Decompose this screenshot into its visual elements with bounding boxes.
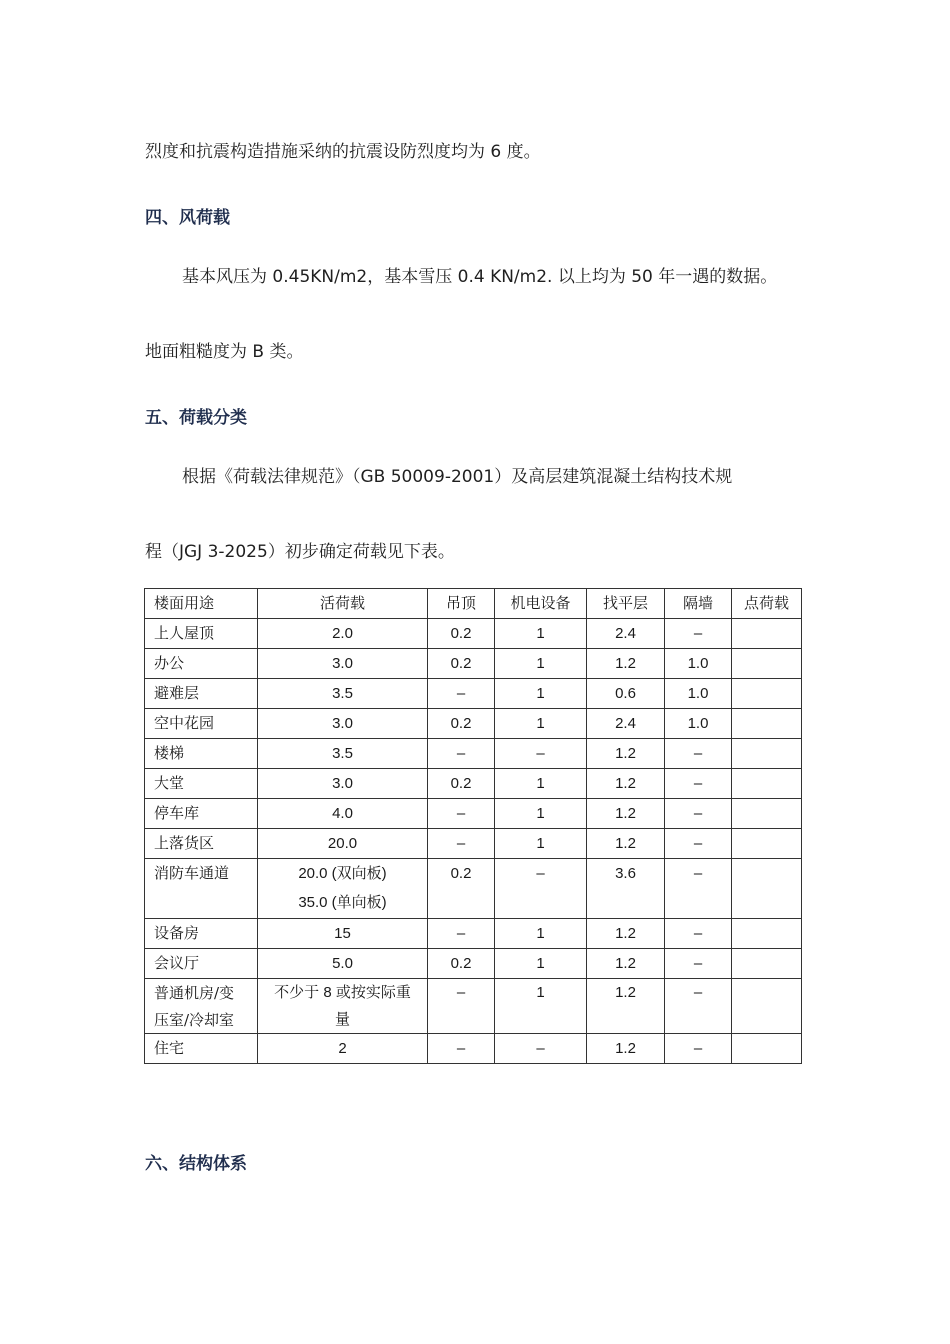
table-cell: –: [428, 739, 495, 769]
header-cell: 楼面用途: [145, 589, 258, 619]
table-cell: 5.0: [258, 949, 428, 979]
table-cell: 2.0: [258, 619, 428, 649]
table-row: [145, 979, 802, 1034]
table-cell: [665, 859, 732, 919]
table-cell: 1.2: [587, 829, 665, 859]
table-cell: –: [428, 919, 495, 949]
table-cell: [145, 859, 258, 919]
table-cell: 1: [495, 619, 587, 649]
table-cell: 1.0: [665, 649, 732, 679]
table-row: [145, 649, 802, 679]
cell-text: 20.0 (双向板): [298, 865, 387, 882]
table-cell: [732, 829, 802, 859]
table-row: [145, 709, 802, 739]
table-cell: –: [428, 829, 495, 859]
table-cell: 楼梯: [145, 739, 258, 769]
table-cell: 1: [495, 799, 587, 829]
table-cell: [587, 979, 665, 1034]
table-cell: 20.0: [258, 829, 428, 859]
cell-text: [732, 979, 801, 980]
header-cell: 找平层: [587, 589, 665, 619]
table-cell: 1.0: [665, 679, 732, 709]
header-cell: 隔墙: [665, 589, 732, 619]
table-row: [145, 919, 802, 949]
cell-text: 0.2: [450, 865, 472, 882]
table-cell: 0.2: [428, 769, 495, 799]
table-cell: 上人屋顶: [145, 619, 258, 649]
table-cell: [732, 619, 802, 649]
table-cell: 0.2: [428, 709, 495, 739]
table-cell: 停车库: [145, 799, 258, 829]
table-cell: 3.5: [258, 679, 428, 709]
table-row: [145, 739, 802, 769]
table-cell: [258, 859, 428, 919]
table-row: [145, 769, 802, 799]
table-cell: [732, 709, 802, 739]
table-cell: –: [495, 1034, 587, 1064]
table-cell: [495, 979, 587, 1034]
table-cell: –: [665, 739, 732, 769]
table-row: [145, 829, 802, 859]
table-cell: –: [665, 919, 732, 949]
table-cell: 1.2: [587, 649, 665, 679]
cell-text: –: [693, 865, 703, 882]
table-cell: [258, 979, 428, 1034]
table-cell: 1.2: [587, 949, 665, 979]
cell-text: –: [456, 984, 466, 1001]
table-cell: 1.0: [665, 709, 732, 739]
table-row: [145, 859, 802, 919]
table-cell: [145, 979, 258, 1034]
table-cell: [587, 859, 665, 919]
table-cell: 4.0: [258, 799, 428, 829]
table-row: [145, 1034, 802, 1064]
heading-structural-system: 六、结构体系: [145, 1154, 247, 1174]
table-row: [145, 949, 802, 979]
table-cell: 1.2: [587, 1034, 665, 1064]
header-cell: 点荷载: [732, 589, 802, 619]
table-cell: 1: [495, 679, 587, 709]
cell-text: 量: [334, 1011, 350, 1028]
table-cell: 2.4: [587, 619, 665, 649]
table-cell: –: [428, 799, 495, 829]
table-cell: –: [665, 829, 732, 859]
table-cell: [665, 979, 732, 1034]
table-cell: [732, 859, 802, 919]
table-row: [145, 679, 802, 709]
cell-text: –: [536, 865, 545, 882]
header-cell: 机电设备: [495, 589, 587, 619]
table-cell: 1: [495, 919, 587, 949]
table-cell: 1.2: [587, 769, 665, 799]
table-cell: 办公: [145, 649, 258, 679]
table-cell: 会议厅: [145, 949, 258, 979]
table-cell: 1: [495, 949, 587, 979]
table-cell: [732, 799, 802, 829]
cell-text: 压室/冷却室: [154, 1011, 235, 1029]
paragraph-wind-pressure: 基本风压为 0.45KN/m2，基本雪压 0.4 KN/m2. 以上均为 50 年一遇的数据。: [182, 267, 778, 287]
table-cell: 1.2: [587, 919, 665, 949]
table-cell: [732, 739, 802, 769]
table-cell: [732, 949, 802, 979]
table-cell: 2: [258, 1034, 428, 1064]
table-cell: 上落货区: [145, 829, 258, 859]
table-cell: –: [665, 769, 732, 799]
table-cell: [732, 679, 802, 709]
table-cell: 大堂: [145, 769, 258, 799]
cell-text: 3.6: [615, 865, 636, 882]
header-cell: 吊顶: [428, 589, 495, 619]
table-cell: 0.2: [428, 619, 495, 649]
table-cell: 设备房: [145, 919, 258, 949]
table-row: [145, 799, 802, 829]
table-cell: 3.0: [258, 649, 428, 679]
table-cell: 空中花园: [145, 709, 258, 739]
table-cell: [428, 979, 495, 1034]
paragraph-seismic: 烈度和抗震构造措施采纳的抗震设防烈度均为 6 度。: [145, 142, 541, 162]
table-cell: [732, 769, 802, 799]
table-cell: 0.2: [428, 649, 495, 679]
paragraph-code-reference-cont: 程（JGJ 3-2025）初步确定荷载见下表。: [145, 542, 455, 562]
table-cell: 1: [495, 709, 587, 739]
table-cell: –: [665, 1034, 732, 1064]
cell-text: 35.0 (单向板): [298, 894, 387, 911]
table-header-row: [145, 589, 802, 619]
table-cell: 3.0: [258, 769, 428, 799]
cell-text: 不少于 8 或按实际重: [274, 984, 411, 1001]
table-cell: 1.2: [587, 739, 665, 769]
table-cell: –: [495, 739, 587, 769]
table-cell: 1: [495, 769, 587, 799]
cell-text: 消防车通道: [154, 864, 230, 882]
table-cell: 2.4: [587, 709, 665, 739]
table-cell: 15: [258, 919, 428, 949]
table-cell: 0.6: [587, 679, 665, 709]
heading-load-classification: 五、荷载分类: [145, 408, 247, 428]
table-cell: 住宅: [145, 1034, 258, 1064]
table-cell: [732, 979, 802, 1034]
cell-text: 1.2: [615, 984, 636, 1001]
table-cell: 3.0: [258, 709, 428, 739]
table-cell: –: [665, 619, 732, 649]
table-cell: –: [428, 679, 495, 709]
table-cell: 0.2: [428, 949, 495, 979]
table-cell: –: [665, 949, 732, 979]
table-cell: [428, 859, 495, 919]
table-cell: 3.5: [258, 739, 428, 769]
table-cell: –: [665, 799, 732, 829]
table-cell: [732, 649, 802, 679]
cell-text: 普通机房/变: [154, 984, 235, 1002]
table-cell: –: [428, 1034, 495, 1064]
load-table: [144, 588, 802, 1064]
cell-text: 1: [536, 984, 545, 1001]
table-cell: 避难层: [145, 679, 258, 709]
table-cell: [495, 859, 587, 919]
table-cell: 1: [495, 829, 587, 859]
heading-wind-load: 四、风荷载: [145, 208, 230, 228]
paragraph-code-reference: 根据《荷载法律规范》（GB 50009-2001）及高层建筑混凝土结构技术规: [182, 467, 733, 487]
paragraph-roughness: 地面粗糙度为 B 类。: [145, 342, 304, 362]
table-cell: 1.2: [587, 799, 665, 829]
table-cell: [732, 1034, 802, 1064]
cell-text: –: [693, 984, 703, 1001]
table-cell: 1: [495, 649, 587, 679]
header-cell: 活荷载: [258, 589, 428, 619]
table-row: [145, 619, 802, 649]
table-cell: [732, 919, 802, 949]
